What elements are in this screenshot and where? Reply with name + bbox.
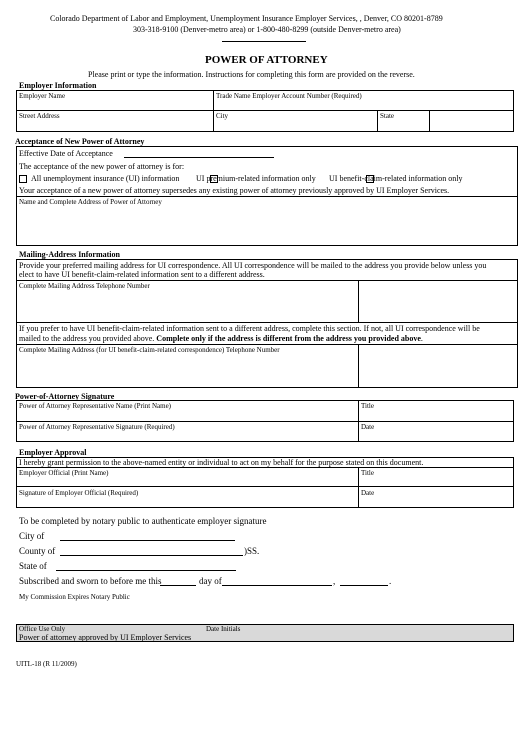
mailing-para2-a: If you prefer to have UI benefit-claim-related information sent to a different address, complete this section. If not, all UI correspondence will be: [19, 324, 480, 333]
section-employer-approval: Employer Approval: [19, 448, 87, 457]
notary-month-input[interactable]: [222, 585, 332, 586]
notary-sworn-c: ,: [333, 576, 336, 586]
poa-name-address-field[interactable]: Name and Complete Address of Power of Attorney: [19, 198, 162, 206]
notary-city-label: City of: [19, 531, 45, 541]
effective-date-input[interactable]: [124, 157, 274, 158]
notary-sworn-d: .: [389, 576, 392, 586]
poa-rep-signature-field[interactable]: Power of Attorney Representative Signature (Required): [19, 423, 175, 431]
notary-intro: To be completed by notary public to authenticate employer signature: [19, 516, 267, 526]
instructions: Please print or type the information. Instructions for completing this form are provided on the reverse.: [88, 70, 415, 79]
col-divider: [429, 110, 430, 132]
mailing-address-field[interactable]: Complete Mailing Address Telephone Number: [19, 282, 150, 290]
employer-title-field[interactable]: Title: [361, 469, 374, 477]
commission-label: My Commission Expires Notary Public: [19, 593, 130, 601]
row-divider: [16, 110, 514, 111]
page-title: POWER OF ATTORNEY: [205, 54, 328, 66]
notary-ss: )SS.: [244, 546, 260, 556]
agency-line: Colorado Department of Labor and Employment, Unemployment Insurance Employer Services, , Denver, CO 80201-8789: [50, 14, 443, 23]
benefit-mailing-address-field[interactable]: Complete Mailing Address (for UI benefit-claim-related correspondence) Telephone Number: [19, 346, 280, 354]
poa-rep-name-field[interactable]: Power of Attorney Representative Name (Print Name): [19, 402, 172, 410]
col-divider: [358, 467, 359, 508]
col-divider: [358, 280, 359, 322]
mailing-para1-a: Provide your preferred mailing address for UI correspondence. All UI correspondence will be mailed to the address you provide below unless you: [19, 261, 487, 270]
office-date-initials: Date Initials: [206, 625, 241, 633]
row-divider: [16, 280, 518, 281]
form-id: UITL-18 (R 11/2009): [16, 660, 77, 668]
poa-date-field[interactable]: Date: [361, 423, 375, 431]
street-field[interactable]: Street Address: [19, 112, 60, 120]
phone-line: 303-318-9100 (Denver-metro area) or 1-800-480-8299 (outside Denver-metro area): [133, 25, 401, 34]
office-approved: Power of attorney approved by UI Employer Services: [19, 633, 192, 642]
opt-all-ui: All unemployment insurance (UI) information: [31, 174, 180, 183]
notary-year-input[interactable]: [340, 585, 388, 586]
notary-city-input[interactable]: [60, 540, 235, 541]
section-mailing: Mailing-Address Information: [19, 250, 120, 259]
col-divider: [358, 344, 359, 388]
state-field[interactable]: State: [380, 112, 394, 120]
grant-text: I hereby grant permission to the above-named entity or individual to act on my behalf for the purpose stated on this document.: [19, 458, 424, 467]
office-use-label: Office Use Only: [19, 625, 66, 633]
row-divider: [16, 467, 514, 468]
employer-signature-field[interactable]: Signature of Employer Official (Required): [19, 489, 139, 497]
header-divider: [222, 41, 306, 42]
notary-day-input[interactable]: [160, 585, 196, 586]
employer-official-field[interactable]: Employer Official (Print Name): [19, 469, 109, 477]
section-poa-signature: Power-of-Attorney Signature: [15, 392, 115, 401]
acceptance-for-label: The acceptance of the new power of attorney is for:: [19, 162, 185, 171]
checkbox-all-ui[interactable]: [19, 175, 27, 183]
row-divider: [16, 486, 514, 487]
notary-sworn-a: Subscribed and sworn to before me this: [19, 576, 162, 586]
supersedes-text: Your acceptance of a new power of attorney supersedes any existing power of attorney previously approved by UI Employer Services.: [19, 186, 450, 195]
row-divider: [16, 421, 514, 422]
notary-state-input[interactable]: [56, 570, 236, 571]
col-divider: [358, 400, 359, 442]
mailing-para2-b: mailed to the address you provided above. Complete only if the address is different from the address you provided above.: [19, 334, 423, 343]
opt-benefit-claim: UI benefit-claim-related information only: [329, 174, 463, 183]
mailing-para1-b: elect to have UI benefit-claim-related information sent to a different address.: [19, 270, 265, 279]
row-divider: [16, 322, 518, 323]
notary-sworn-b: day of: [199, 576, 222, 586]
notary-county-input[interactable]: [60, 555, 243, 556]
notary-state-label: State of: [19, 561, 47, 571]
trade-name-field[interactable]: Trade Name Employer Account Number (Required): [216, 92, 362, 100]
col-divider: [213, 90, 214, 132]
section-employer-info: Employer Information: [19, 81, 97, 90]
employer-name-field[interactable]: Employer Name: [19, 92, 66, 100]
employer-date-field[interactable]: Date: [361, 489, 375, 497]
col-divider: [377, 110, 378, 132]
poa-title-field[interactable]: Title: [361, 402, 374, 410]
effective-date-label: Effective Date of Acceptance: [19, 149, 113, 158]
city-field[interactable]: City: [216, 112, 229, 120]
row-divider: [16, 196, 518, 197]
section-acceptance: Acceptance of New Power of Attorney: [15, 137, 145, 146]
row-divider: [16, 344, 518, 345]
opt-premium: UI premium-related information only: [196, 174, 316, 183]
notary-county-label: County of: [19, 546, 56, 556]
